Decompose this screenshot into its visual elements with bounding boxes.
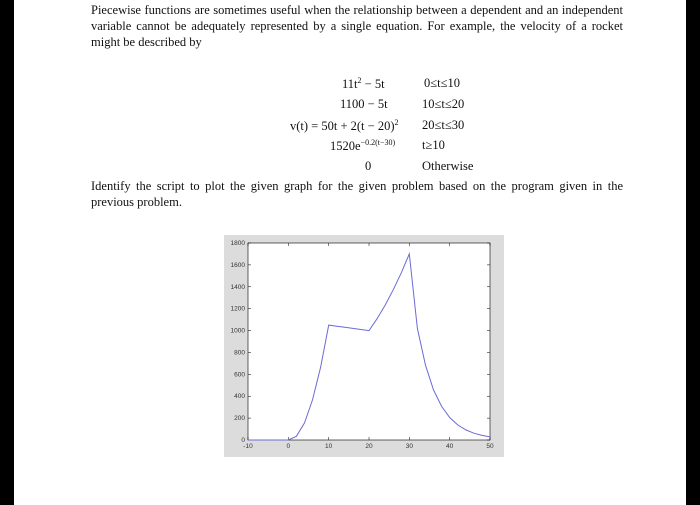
x-tick-label: 40 (446, 443, 454, 450)
x-tick-label: -10 (243, 443, 253, 450)
velocity-chart (224, 235, 504, 457)
y-tick-label: 1400 (230, 283, 245, 291)
y-tick-label: 1200 (230, 305, 245, 313)
y-tick-label: 0 (241, 437, 245, 444)
chart-svg (224, 235, 504, 457)
equation-row-1-cond: 0≤t≤10 (424, 76, 460, 90)
document-page (14, 0, 686, 505)
y-tick-label: 1600 (230, 261, 245, 269)
y-tick-label: 400 (234, 393, 245, 401)
equation-row-5-expr: 0 (365, 159, 372, 173)
equation-row-3-expr: $v(t) = 50t + 2(t - 20)^2$ (290, 118, 399, 134)
x-tick-label: 0 (286, 443, 291, 450)
intro-paragraph: Piecewise functions are sometimes useful when the relationship between a dependent and an independent variable cannot be adequately represented by a single equation. For example, the velocity of a rocket might be described by (91, 3, 623, 49)
equation-row-4-expr: $1520e^{-0.2(t-30)}$ (330, 138, 396, 154)
equation-lhs: v(t) = (290, 119, 322, 134)
plot-area (248, 243, 490, 440)
y-tick-label: 800 (234, 349, 245, 357)
equation-row-2-expr: 1100 − 5t (340, 97, 388, 111)
equation-row-5-cond: Otherwise (422, 159, 474, 173)
y-tick-label: 1800 (230, 240, 245, 247)
x-tick-label: 50 (486, 443, 494, 450)
equation-row-4-cond: t≥10 (422, 138, 445, 152)
x-tick-label: 10 (325, 443, 333, 450)
question-paragraph: Identify the script to plot the given graph for the given problem based on the program given in the previous problem. (91, 179, 623, 209)
y-tick-label: 1000 (230, 327, 245, 335)
equation-row-1-expr: $11t^2 - 5t$ (342, 76, 385, 92)
x-tick-label: 20 (365, 443, 373, 450)
y-tick-label: 600 (234, 371, 245, 379)
equation-row-2-cond: 10≤t≤20 (422, 97, 465, 111)
y-tick-label: 200 (234, 415, 245, 423)
x-tick-label: 30 (405, 443, 413, 450)
equation-row-3-cond: 20≤t≤30 (422, 118, 465, 132)
